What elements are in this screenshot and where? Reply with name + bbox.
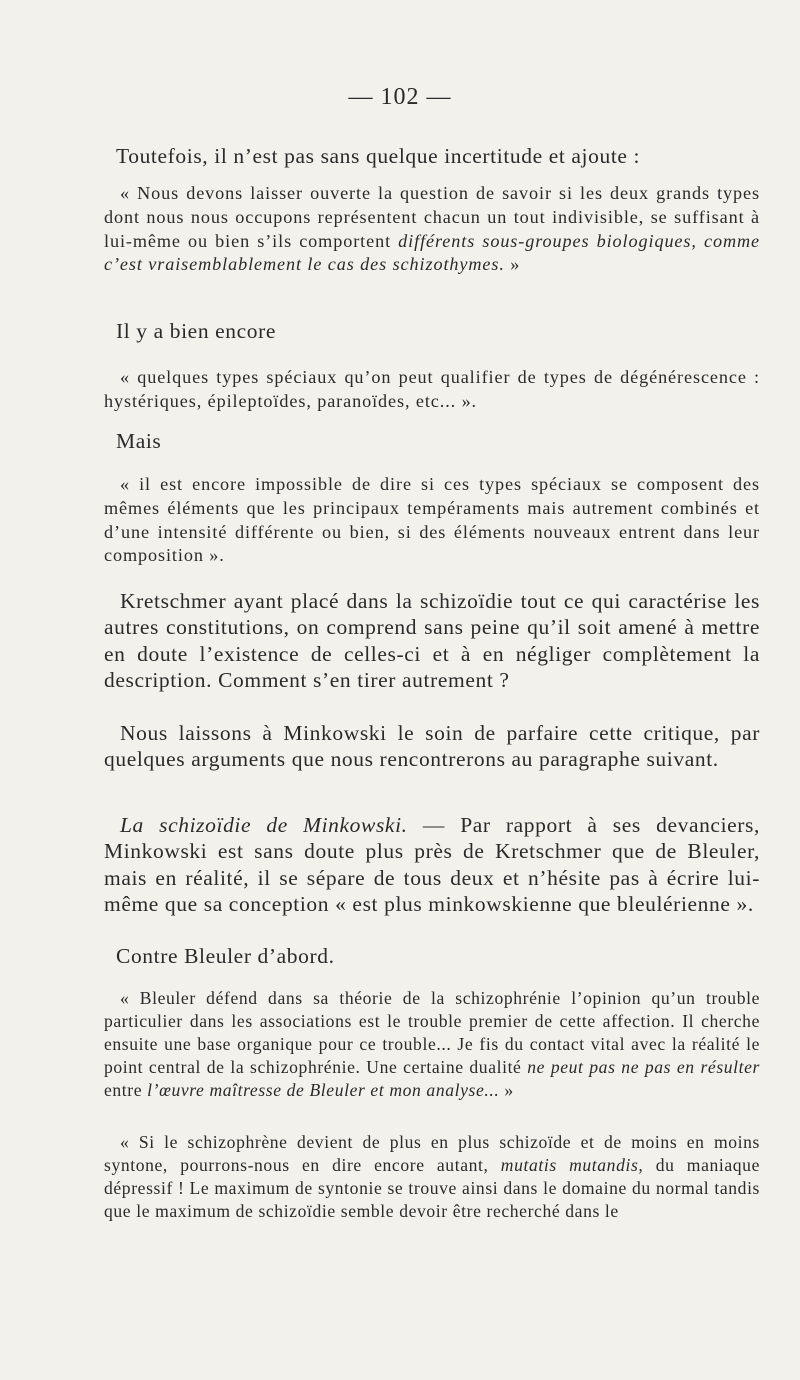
quote-1-end: » (504, 254, 521, 275)
quote-5-italic: mutatis mutandis, (500, 1155, 644, 1176)
paragraph-2 (104, 318, 760, 344)
paragraph-6 (104, 812, 760, 918)
paragraph-4-text: Kretschmer ayant placé dans la schizoïdie tout ce qui caractérise les autres constitutions, on comprend sans peine qu’il soit amené à mettre en doute l’existence de celles-ci et à en négliger complètement la description. Comment s’en tirer autrement ? (104, 589, 760, 693)
quote-1-italic: différents sous-groupes biologiques, comme c’est vraisemblablement le cas des schizothymes. (104, 230, 760, 275)
quote-4-italic-2: l’œuvre maîtresse de Bleuler et mon analyse... (147, 1080, 500, 1101)
quote-3 (104, 473, 760, 568)
paragraph-7-text: Contre Bleuler d’abord. (116, 944, 335, 968)
paragraph-5 (104, 720, 760, 773)
quote-5 (104, 1131, 760, 1223)
paragraph-3 (104, 428, 760, 454)
quote-5-end: du maniaque dépressif ! Le maximum de syntonie se trouve ainsi dans le domaine du normal tandis que le maximum de schizoïdie semble devoir être recherché dans le (104, 1155, 760, 1222)
intro-text: Toutefois, il n’est pas sans quelque incertitude et ajoute : (116, 144, 641, 168)
quote-1-text: « Nous devons laisser ouverte la question de savoir si les deux grands types dont nous nous occupons représentent chacun un tout indivisible, se suffisant à lui-même ou bien s’ils comportent (104, 183, 760, 251)
paragraph-5-text: Nous laissons à Minkowski le soin de parfaire cette critique, par quelques arguments que nous rencontrerons au paragraphe suivant. (104, 721, 760, 772)
quote-5-text: « Si le schizophrène devient de plus en plus schizoïde et de moins en moins syntone, pourrons-nous en dire encore autant, (104, 1132, 760, 1176)
paragraph-4 (104, 588, 760, 694)
paragraph-6-text: — Par rapport à ses devanciers, Minkowski est sans doute plus près de Kretschmer que de Bleuler, mais en réalité, il se sépare de tous deux et n’hésite pas à écrire lui-même que sa conception « est plus minkowskienne que bleulérienne ». (104, 813, 760, 917)
quote-2-text: « quelques types spéciaux qu’on peut qualifier de types de dégénérescence : hystériques, épileptoïdes, paranoïdes, etc... ». (104, 367, 760, 411)
quote-3-text: « il est encore impossible de dire si ces types spéciaux se composent des mêmes éléments que les principaux tempéraments mais autrement combinés et d’une intensité différente ou bien, si des éléments nouveaux entrent dans leur composition ». (104, 474, 760, 566)
quote-4-end: » (499, 1080, 514, 1101)
section-heading: La schizoïdie de Minkowski. (120, 813, 408, 837)
quote-4-italic-1: ne peut pas ne pas en résulter (527, 1057, 760, 1078)
quote-4-text: « Bleuler défend dans sa théorie de la schizophrénie l’opinion qu’un trouble particulier dans les associations est le trouble premier de cette affection. Il cherche ensuite une base organique pour ce trouble... Je fis du contact vital avec la réalité le point central de la schizophrénie. Une certaine dualité (104, 988, 760, 1078)
paragraph-intro (104, 143, 760, 169)
quote-2 (104, 366, 760, 414)
paragraph-2-text: Il y a bien encore (116, 319, 277, 343)
paragraph-3-text: Mais (116, 429, 162, 453)
quote-4 (104, 987, 760, 1102)
paragraph-7 (104, 943, 760, 969)
page-number: — 102 — (348, 84, 452, 110)
quote-4-mid: entre (104, 1080, 148, 1101)
quote-1 (104, 182, 760, 277)
